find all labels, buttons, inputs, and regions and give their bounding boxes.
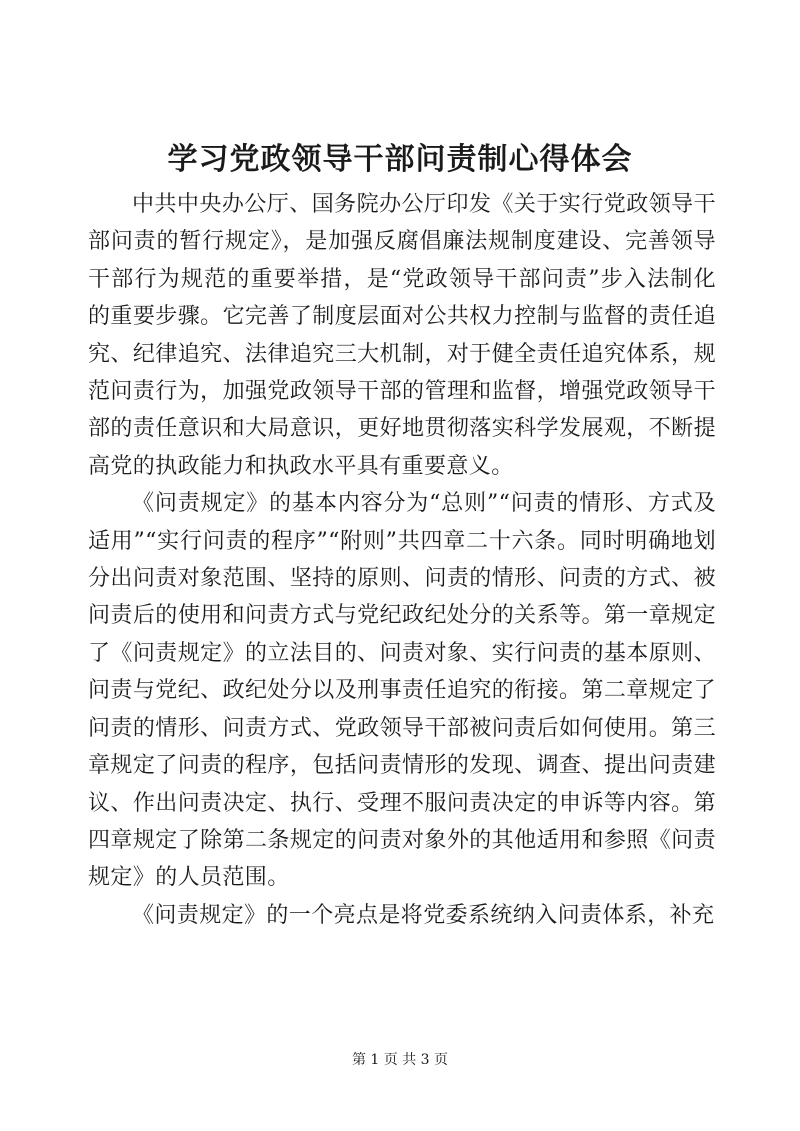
document-body (88, 186, 716, 934)
paragraph-2: 《问责规定》的基本内容分为“总则”“问责的情形、方式及适用”“实行问责的程序”“附则”共四章二十六条。同时明确地划分出问责对象范围、坚持的原则、问责的情形、问责的方式、被问责后的使用和问责方式与党纪政纪处分的关系等。第一章规定了《问责规定》的立法目的、问责对象、实行问责的基本原则、问责与党纪、政纪处分以及刑事责任追究的衔接。第二章规定了问责的情形、问责方式、党政领导干部被问责后如何使用。第三章规定了问责的程序，包括问责情形的发现、调查、提出问责建议、作出问责决定、执行、受理不服问责决定的申诉等内容。第四章规定了除第二条规定的问责对象外的其他适用和参照《问责规定》的人员范围。 (88, 491, 716, 891)
paragraph-1: 中共中央办公厅、国务院办公厅印发《关于实行党政领导干部问责的暂行规定》，是加强反腐倡廉法规制度建设、完善领导干部行为规范的重要举措，是“党政领导干部问责”步入法制化的重要步骤。它完善了制度层面对公共权力控制与监督的责任追究、纪律追究、法律追究三大机制，对于健全责任追究体系，规范问责行为，加强党政领导干部的管理和监督，增强党政领导干部的责任意识和大局意识，更好地贯彻落实科学发展观，不断提高党的执政能力和执政水平具有重要意义。 (88, 192, 716, 479)
paragraph-3: 《问责规定》的一个亮点是将党委系统纳入问责体系，补充 (132, 902, 715, 928)
page-number-footer: 第 1 页 共 3 页 (351, 1052, 449, 1068)
document-title: 学习党政领导干部问责制心得体会 (167, 142, 633, 177)
